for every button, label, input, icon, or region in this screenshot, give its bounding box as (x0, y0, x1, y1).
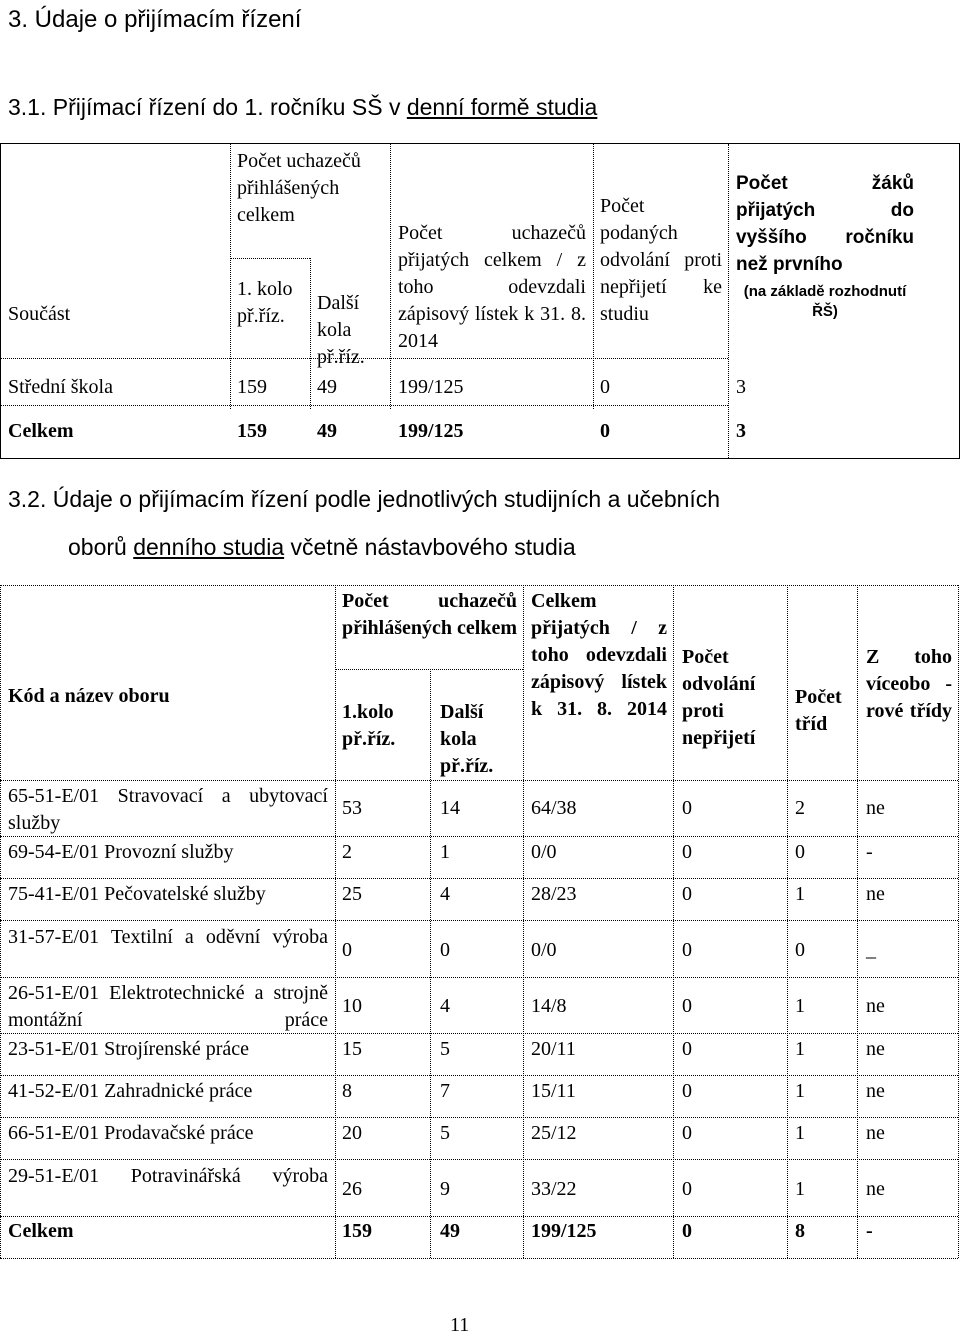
table2-cell-dalsi: 5 (440, 1038, 450, 1060)
table2-total-odvolani: 0 (682, 1220, 692, 1242)
table2-cell-dalsi: 14 (440, 797, 460, 819)
table2-header-odvolani: Počet odvolání proti nepřijetí (682, 646, 756, 749)
table2-header-trid: Počet tříd (795, 686, 842, 735)
table1-total-dalsi: 49 (317, 420, 337, 442)
table1-divider (310, 258, 311, 409)
table2-cell-kolo1: 53 (342, 797, 362, 819)
table1-divider (390, 144, 391, 409)
table2-total-vice: - (866, 1220, 873, 1242)
table2-cell-odvolani: 0 (682, 939, 692, 961)
table2-divider (0, 920, 958, 921)
table2-cell-dalsi: 1 (440, 841, 450, 863)
section-title: 3. Údaje o přijímacím řízení (8, 6, 302, 33)
table2-cell-trid: 1 (795, 995, 805, 1017)
table1-header-vyssi: Počet žáků přijatých do vyššího ročníku než prvního (736, 173, 914, 275)
table2-cell-vice: ne (866, 1038, 885, 1060)
table1-divider (230, 258, 310, 259)
table2-cell-prijatych: 0/0 (531, 939, 557, 961)
table1-header-dalsi: Další kola př.říz. (317, 292, 365, 368)
table1-divider (230, 144, 231, 409)
table2-cell-kolo1: 20 (342, 1122, 362, 1144)
table1-cell-prijatych: 199/125 (398, 376, 464, 398)
table2-cell-vice: ne (866, 1122, 885, 1144)
table2-cell-prijatych: 28/23 (531, 883, 577, 905)
table2-cell-dalsi: 4 (440, 995, 450, 1017)
table2-cell-kolo1: 26 (342, 1178, 362, 1200)
table1-divider (593, 144, 594, 409)
table2-row-name: 41-52-E/01 Zahradnické práce (8, 1080, 253, 1102)
subsection-3-1-text: 3.1. Přijímací řízení do 1. ročníku SŠ v (8, 94, 407, 120)
subsection-3-2-heading: 3.2. Údaje o přijímacím řízení podle jednotlivých studijních a učebních (8, 486, 721, 512)
table2-row-name: 26-51-E/01 Elektrotechnické a strojně montážní práce (8, 982, 328, 1031)
table2-cell-odvolani: 0 (682, 841, 692, 863)
table2-divider (673, 585, 674, 1258)
table1-header-kolo1: 1. kolo př.říz. (237, 278, 293, 327)
table1-divider (728, 144, 729, 458)
table1-row-name: Střední škola (8, 376, 113, 398)
table2-total-name: Celkem (8, 1220, 74, 1242)
table2-divider (523, 585, 524, 1258)
table2-cell-prijatych: 20/11 (531, 1038, 576, 1060)
table2-row-name: 66-51-E/01 Prodavačské práce (8, 1122, 254, 1144)
table2-divider (0, 1159, 958, 1160)
table2-cell-vice: ne (866, 1080, 885, 1102)
table2-divider (958, 585, 959, 1258)
table1-header-prijatych: Počet uchazečů přijatých celkem / z toho odevzdali zápisový lístek k 31. 8. 2014 (398, 222, 586, 352)
table2-divider (0, 780, 958, 781)
table1-cell-dalsi: 49 (317, 376, 337, 398)
table2-row-name: 23-51-E/01 Strojírenské práce (8, 1038, 250, 1060)
table1-total-kolo1: 159 (237, 420, 267, 442)
subsection-3-1-underlined: denní formě studia (406, 94, 598, 120)
table2-row-name: 31-57-E/01 Textilní a oděvní výroba (8, 926, 328, 948)
table2-cell-prijatych: 33/22 (531, 1178, 577, 1200)
table2-cell-dalsi: 4 (440, 883, 450, 905)
table2-divider (857, 585, 858, 1258)
subsection-3-1-heading (8, 94, 597, 121)
page-number: 11 (450, 1314, 470, 1336)
table2-cell-trid: 0 (795, 841, 805, 863)
table2-cell-trid: 1 (795, 1080, 805, 1102)
table1-divider (1, 405, 728, 406)
table2-cell-kolo1: 25 (342, 883, 362, 905)
table2-row-name: 65-51-E/01 Stravovací a ubytovací služby (8, 785, 328, 834)
table2-cell-vice: ne (866, 883, 885, 905)
table2-cell-vice: ne (866, 1178, 885, 1200)
table1-header-soucast: Součást (8, 303, 71, 325)
table1-total-odvolani: 0 (600, 420, 610, 442)
table2-total-dalsi: 49 (440, 1220, 460, 1242)
table2-divider (787, 585, 788, 1258)
subsection-3-2-heading-line2 (68, 534, 576, 561)
table2-cell-kolo1: 0 (342, 939, 352, 961)
table2-cell-trid: 1 (795, 1178, 805, 1200)
table2-row-name: 69-54-E/01 Provozní služby (8, 841, 234, 863)
table2-header-viceoborove: Z toho víceobo -rové třídy (866, 646, 952, 722)
table2-divider (0, 977, 958, 978)
table1-header-prihlasenych: Počet uchazečů přihlášených celkem (237, 150, 361, 226)
table2-header-prihlasenych: Počet uchazečů přihlášených celkem (342, 590, 517, 639)
table2-divider (0, 585, 1, 1258)
table2-cell-vice: _ (866, 939, 876, 961)
table2-cell-trid: 1 (795, 1122, 805, 1144)
table2-cell-prijatych: 15/11 (531, 1080, 576, 1102)
table2-cell-dalsi: 0 (440, 939, 450, 961)
table2-divider (0, 878, 958, 879)
table2-cell-odvolani: 0 (682, 995, 692, 1017)
table2-divider (0, 1216, 958, 1217)
table2-divider (0, 585, 958, 586)
table2-total-kolo1: 159 (342, 1220, 372, 1242)
table2-cell-odvolani: 0 (682, 797, 692, 819)
table2-cell-odvolani: 0 (682, 1178, 692, 1200)
table1-total-prijatych: 199/125 (398, 420, 464, 442)
table1-cell-odvolani: 0 (600, 376, 610, 398)
table2-cell-odvolani: 0 (682, 1122, 692, 1144)
table2-divider (0, 1117, 958, 1118)
table2-divider (335, 669, 523, 670)
table2-header-prijatych: Celkem přijatých / z toho odevzdali zápisový lístek k 31. 8. 2014 (531, 590, 667, 720)
table2-row-name: 29-51-E/01 Potravinářská výroba (8, 1165, 328, 1187)
table2-row-name: 75-41-E/01 Pečovatelské služby (8, 883, 266, 905)
table2-cell-prijatych: 64/38 (531, 797, 577, 819)
table2-cell-odvolani: 0 (682, 883, 692, 905)
table2-cell-vice: ne (866, 995, 885, 1017)
subsection-3-2-text: oborů (68, 534, 134, 560)
table1-header-vyssi-note: (na základě rozhodnutí ŘŠ) (743, 283, 907, 320)
table2-total-prijatych: 199/125 (531, 1220, 597, 1242)
table2-cell-odvolani: 0 (682, 1038, 692, 1060)
table1-cell-kolo1: 159 (237, 376, 267, 398)
table2-header-kod: Kód a název oboru (8, 685, 170, 707)
table2-cell-prijatych: 14/8 (531, 995, 567, 1017)
table2-cell-prijatych: 25/12 (531, 1122, 577, 1144)
table2-divider (0, 1075, 958, 1076)
subsection-3-2-underlined: denního studia (133, 534, 285, 560)
table2-cell-trid: 1 (795, 883, 805, 905)
table2-cell-kolo1: 2 (342, 841, 352, 863)
table2-cell-dalsi: 7 (440, 1080, 450, 1102)
table2-cell-prijatych: 0/0 (531, 841, 557, 863)
table2-divider (0, 1258, 958, 1259)
table2-cell-odvolani: 0 (682, 1080, 692, 1102)
table2-cell-dalsi: 5 (440, 1122, 450, 1144)
table1-total-name: Celkem (8, 420, 74, 442)
table2-cell-vice: ne (866, 797, 885, 819)
table2-cell-dalsi: 9 (440, 1178, 450, 1200)
table2-cell-kolo1: 10 (342, 995, 362, 1017)
table1-total-vyssi: 3 (736, 420, 746, 442)
table2-divider (335, 585, 336, 1258)
table2-cell-vice: - (866, 841, 873, 863)
table2-header-dalsi: Další kola př.říz. (440, 701, 494, 777)
table2-cell-trid: 0 (795, 939, 805, 961)
table2-header-kolo1: 1.kolo př.říz. (342, 701, 396, 750)
table1-cell-vyssi: 3 (736, 376, 746, 398)
table2-cell-trid: 1 (795, 1038, 805, 1060)
table2-cell-kolo1: 15 (342, 1038, 362, 1060)
subsection-3-2-suffix: včetně nástavbového studia (284, 534, 576, 560)
table2-divider (430, 669, 431, 1258)
table1-header-odvolani: Počet podaných odvolání proti nepřijetí ke studiu (600, 195, 722, 325)
table2-cell-trid: 2 (795, 797, 805, 819)
table2-total-trid: 8 (795, 1220, 805, 1242)
table2-cell-kolo1: 8 (342, 1080, 352, 1102)
